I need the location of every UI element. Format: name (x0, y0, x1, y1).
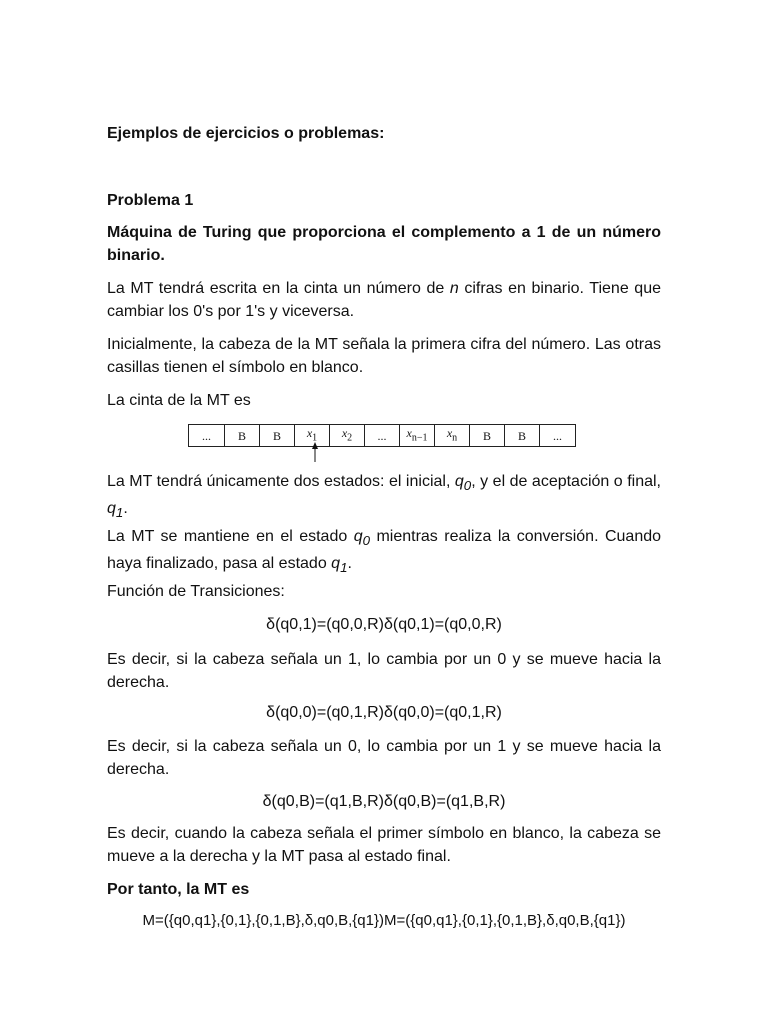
paragraph-transitions-label: Función de Transiciones: (107, 583, 285, 600)
problem-statement: Máquina de Turing que proporciona el complemento a 1 de un número binario. (107, 224, 661, 264)
tape-cell: B (470, 425, 505, 447)
tape-cell: ... (189, 425, 225, 447)
tape-cell: ... (540, 425, 576, 447)
problem-title: Problema 1 (107, 192, 194, 209)
formula-machine-definition: M=({q0,q1},{0,1},{0,1,B},δ,q0,B,{q1})M=({q0,q1},{0,1},{0,1,B},δ,q0,B,{q1}) (142, 912, 626, 929)
tape-cell: B (260, 425, 295, 447)
paragraph-initial-head: Inicialmente, la cabeza de la MT señala la primera cifra del número. Las otras casillas tienen el símbolo en blanco. (107, 336, 661, 376)
tape-cell: $x_2$ (330, 425, 365, 447)
paragraph-explain-2: Es decir, si la cabeza señala un 0, lo cambia por un 1 y se mueve hacia la derecha. (107, 738, 661, 778)
paragraph-states: La MT tendrá únicamente dos estados: el inicial, $q_0$, y el de aceptación o final, $q_1$. (107, 473, 661, 521)
tape-cell: B (505, 425, 540, 447)
paragraph-conclusion: Por tanto, la MT es (107, 881, 250, 898)
tape-cell: $x_{n-1}$ (400, 425, 435, 447)
paragraph-explain-3: Es decir, cuando la cabeza señala el primer símbolo en blanco, la cabeza se mueve a la derecha y la MT pasa al estado final. (107, 825, 661, 865)
formula-transition-3: δ(q0,B)=(q1,B,R)δ(q0,B)=(q1,B,R) (262, 793, 506, 810)
tape-cell: ... (365, 425, 400, 447)
paragraph-tape-label: La cinta de la MT es (107, 392, 251, 409)
paragraph-explain-1: Es decir, si la cabeza señala un 1, lo cambia por un 0 y se mueve hacia la derecha. (107, 651, 661, 691)
tape-cell: $x_n$ (435, 425, 470, 447)
paragraph-tape-content: La MT tendrá escrita en la cinta un número de n cifras en binario. Tiene que cambiar los 0's por 1's y viceversa. (107, 280, 662, 320)
tape-cell: $x_1$ (295, 425, 330, 447)
formula-transition-1: δ(q0,1)=(q0,0,R)δ(q0,1)=(q0,0,R) (266, 616, 502, 633)
section-heading: Ejemplos de ejercicios o problemas: (107, 125, 385, 142)
formula-transition-2: δ(q0,0)=(q0,1,R)δ(q0,0)=(q0,1,R) (266, 704, 502, 721)
tape-cell: B (225, 425, 260, 447)
turing-tape (188, 424, 576, 447)
tape-head-arrow-icon (309, 441, 321, 463)
paragraph-conversion: La MT se mantiene en el estado $q_0$ mientras realiza la conversión. Cuando haya finalizado, pasa al estado $q_1$. (107, 528, 662, 576)
